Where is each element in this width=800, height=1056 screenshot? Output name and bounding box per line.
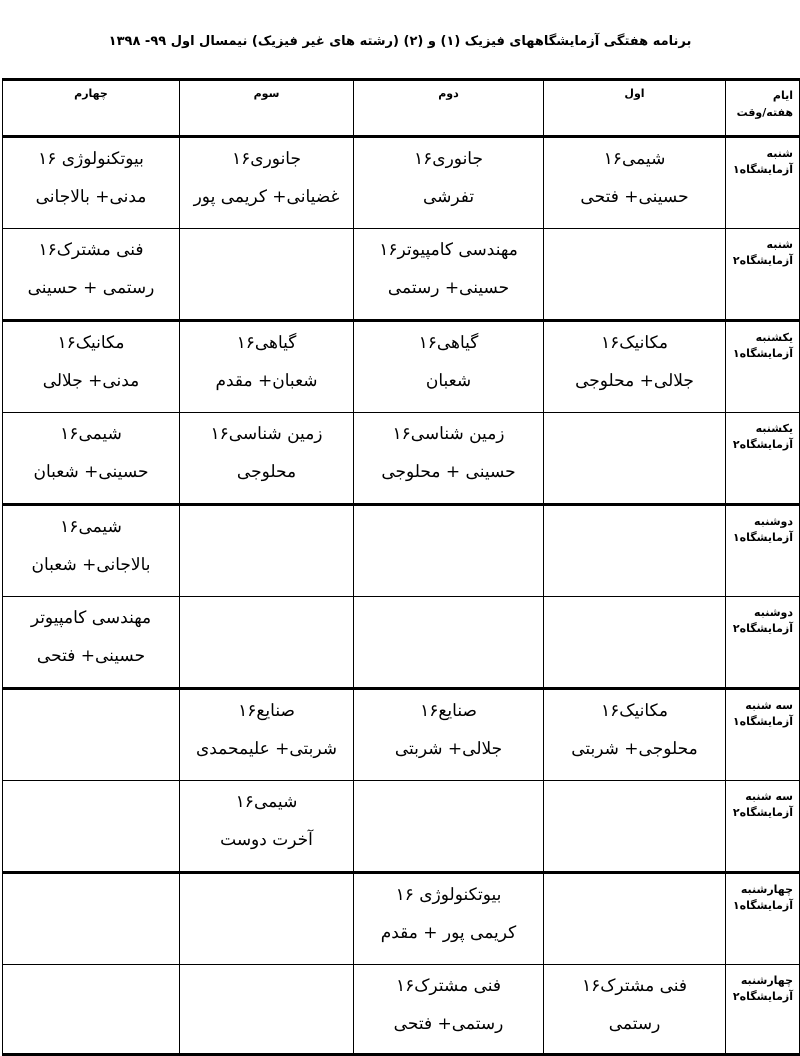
schedule-cell	[354, 413, 544, 505]
schedule-row	[3, 873, 800, 965]
instructor-names: رستمی+ فتحی	[393, 1014, 504, 1034]
course-name: مهندسی کامپیوتر	[30, 608, 152, 628]
schedule-cell	[354, 965, 544, 1055]
lab-label: آزمایشگاه۲	[732, 806, 793, 819]
schedule-row	[3, 321, 800, 413]
course-name: مکانیک۱۶	[600, 701, 669, 721]
instructor-names: حسینی+ شعبان	[33, 462, 149, 482]
schedule-cell	[354, 505, 544, 597]
day-label: چهارشنبه	[740, 974, 793, 987]
schedule-cell	[544, 965, 726, 1055]
instructor-names: غضیانی+ کریمی پور	[193, 187, 340, 207]
schedule-cell	[544, 229, 726, 321]
instructor-names: مدنی+ جلالی	[42, 371, 140, 391]
day-lab-cell	[726, 413, 800, 505]
instructor-names: حسینی+ فتحی	[36, 646, 146, 666]
schedule-cell	[180, 873, 354, 965]
schedule-cell	[544, 689, 726, 781]
course-name: شیمی۱۶	[60, 424, 122, 444]
schedule-row	[3, 229, 800, 321]
day-lab-cell	[726, 781, 800, 873]
lab-label: آزمایشگاه۱	[732, 163, 793, 176]
schedule-cell	[544, 505, 726, 597]
schedule-cell	[3, 873, 180, 965]
schedule-cell	[3, 965, 180, 1055]
header-slot-4: چهارم	[3, 80, 180, 137]
day-lab-cell	[726, 137, 800, 229]
schedule-cell	[544, 597, 726, 689]
schedule-cell	[3, 781, 180, 873]
header-day-time	[726, 80, 800, 137]
instructor-names: آخرت دوست	[220, 830, 313, 850]
lab-label: آزمایشگاه۱	[732, 899, 793, 912]
lab-label: آزمایشگاه۲	[732, 438, 793, 451]
lab-label: آزمایشگاه۲	[732, 990, 793, 1003]
schedule-row	[3, 965, 800, 1055]
day-label: شنبه	[766, 238, 793, 251]
day-label: سه شنبه	[745, 699, 793, 712]
instructor-names: بالاجانی+ شعبان	[31, 555, 151, 575]
lab-label: آزمایشگاه۱	[732, 531, 793, 544]
schedule-cell	[544, 321, 726, 413]
schedule-cell	[180, 597, 354, 689]
course-name: صنایع۱۶	[238, 701, 295, 721]
schedule-cell	[354, 873, 544, 965]
instructor-names: شعبان	[425, 371, 472, 391]
schedule-cell	[180, 781, 354, 873]
header-slot-1: اول	[544, 80, 726, 137]
lab-label: آزمایشگاه۲	[732, 622, 793, 635]
instructor-names: مدنی+ بالاجانی	[35, 187, 147, 207]
schedule-cell	[180, 965, 354, 1055]
day-label: سه شنبه	[745, 790, 793, 803]
schedule-cell	[3, 229, 180, 321]
schedule-cell	[544, 137, 726, 229]
course-name: جانوری۱۶	[232, 149, 301, 169]
day-lab-cell	[726, 321, 800, 413]
course-name: گیاهی۱۶	[418, 333, 479, 353]
schedule-cell	[3, 689, 180, 781]
header-slot-2: دوم	[354, 80, 544, 137]
schedule-row	[3, 597, 800, 689]
schedule-cell	[354, 689, 544, 781]
day-lab-cell	[726, 505, 800, 597]
day-label: یکشنبه	[755, 422, 793, 435]
schedule-cell	[180, 689, 354, 781]
schedule-cell	[3, 137, 180, 229]
lab-label: آزمایشگاه۲	[732, 254, 793, 267]
course-name: فنی مشترک۱۶	[581, 976, 688, 996]
course-name: فنی مشترک۱۶	[38, 240, 144, 260]
course-name: گیاهی۱۶	[236, 333, 297, 353]
course-name: مهندسی کامپیوتر۱۶	[379, 240, 518, 260]
course-name: شیمی۱۶	[603, 149, 666, 169]
instructor-names: حسینی + محلوجی	[381, 462, 516, 482]
instructor-names: جلالی+ محلوجی	[575, 371, 694, 391]
schedule-cell	[354, 781, 544, 873]
header-week-time-label: هفته/وقت	[736, 106, 793, 119]
course-name: صنایع۱۶	[420, 701, 477, 721]
day-label: یکشنبه	[755, 331, 793, 344]
lab-label: آزمایشگاه۱	[732, 715, 793, 728]
schedule-cell	[354, 137, 544, 229]
course-name: شیمی۱۶	[60, 517, 122, 537]
instructor-names: شربتی+ علیمحمدی	[195, 739, 338, 759]
day-label: دوشنبه	[754, 515, 793, 528]
schedule-cell	[180, 505, 354, 597]
lab-label: آزمایشگاه۱	[732, 347, 793, 360]
course-name: شیمی۱۶	[235, 792, 298, 812]
schedule-row	[3, 413, 800, 505]
instructor-names: کریمی پور + مقدم	[380, 923, 517, 943]
schedule-cell	[3, 597, 180, 689]
instructor-names: محلوجی	[236, 462, 297, 482]
schedule-cell	[180, 413, 354, 505]
schedule-cell	[354, 229, 544, 321]
course-name: بیوتکنولوژی ۱۶	[395, 885, 502, 905]
schedule-cell	[3, 413, 180, 505]
schedule-cell	[180, 321, 354, 413]
instructor-names: حسینی+ فتحی	[580, 187, 689, 207]
schedule-row	[3, 689, 800, 781]
instructor-names: جلالی+ شربتی	[394, 739, 503, 759]
course-name: جانوری۱۶	[414, 149, 483, 169]
day-lab-cell	[726, 689, 800, 781]
course-name: مکانیک۱۶	[57, 333, 125, 353]
course-name: زمین شناسی۱۶	[210, 424, 323, 444]
instructor-names: رستمی + حسینی	[27, 278, 155, 298]
lab-schedule-table	[2, 78, 800, 1056]
schedule-cell	[354, 597, 544, 689]
header-slot-3: سوم	[180, 80, 354, 137]
instructor-names: رستمی	[608, 1014, 661, 1034]
schedule-cell	[3, 321, 180, 413]
schedule-cell	[544, 781, 726, 873]
schedule-cell	[544, 873, 726, 965]
header-row	[3, 80, 800, 137]
instructor-names: تفرشی	[422, 187, 475, 207]
day-lab-cell	[726, 873, 800, 965]
course-name: بیوتکنولوژی ۱۶	[38, 149, 144, 169]
course-name: فنی مشترک۱۶	[395, 976, 502, 996]
day-label: شنبه	[766, 147, 793, 160]
instructor-names: شعبان+ مقدم	[215, 371, 318, 391]
header-days-label: ایام	[772, 89, 793, 102]
schedule-row	[3, 781, 800, 873]
schedule-row	[3, 505, 800, 597]
day-label: دوشنبه	[754, 606, 793, 619]
course-name: زمین شناسی۱۶	[392, 424, 505, 444]
day-label: چهارشنبه	[740, 883, 793, 896]
schedule-cell	[544, 413, 726, 505]
schedule-row	[3, 137, 800, 229]
schedule-cell	[180, 229, 354, 321]
day-lab-cell	[726, 597, 800, 689]
day-lab-cell	[726, 965, 800, 1055]
schedule-cell	[3, 505, 180, 597]
page-title: برنامه هفتگی آزمایشگاههای فیزیک (۱) و (۲) (رشته های غیر فیزیک) نیمسال اول ۹۹- ۱۳۹۸	[108, 34, 692, 49]
instructor-names: حسینی+ رستمی	[387, 278, 510, 298]
schedule-cell	[354, 321, 544, 413]
day-lab-cell	[726, 229, 800, 321]
course-name: مکانیک۱۶	[600, 333, 669, 353]
schedule-cell	[180, 137, 354, 229]
instructor-names: محلوجی+ شربتی	[571, 739, 698, 759]
